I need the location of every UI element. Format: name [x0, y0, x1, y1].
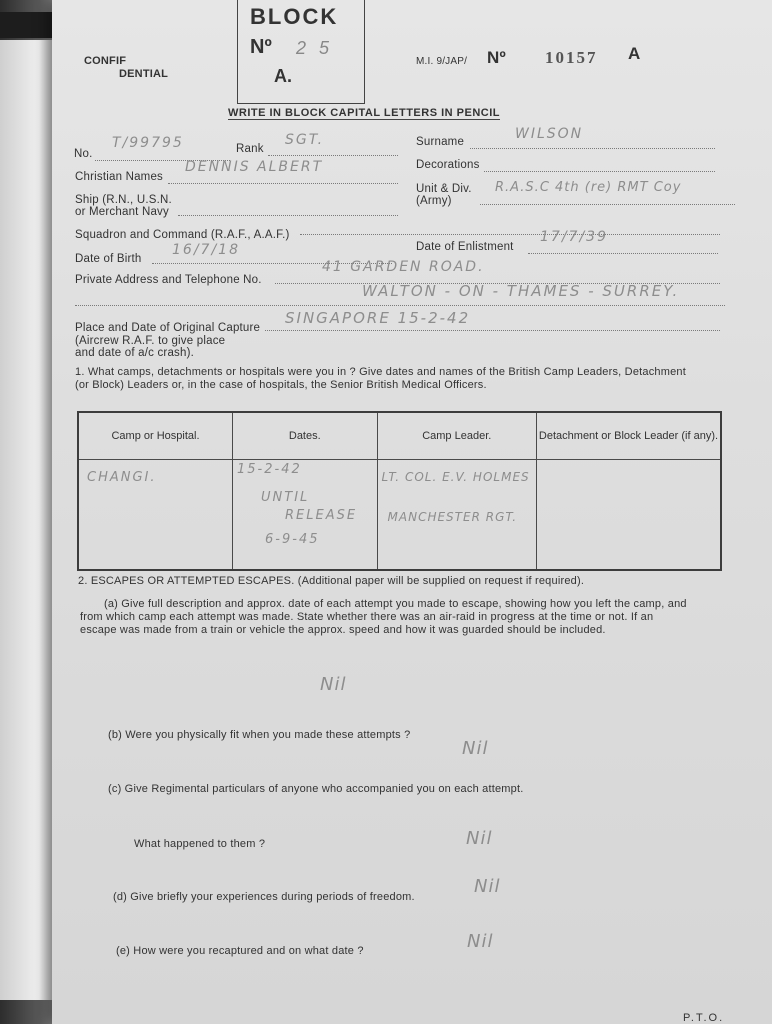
surname-line	[470, 148, 715, 149]
column-header-dates: Dates.	[233, 412, 378, 460]
leader-cell	[377, 460, 536, 571]
leader-value-1: LT. COL. E.V. HOLMES	[381, 470, 530, 484]
confidential-stamp-line1: CONFIF	[84, 55, 127, 67]
camps-table	[77, 411, 722, 571]
capture-line	[265, 330, 720, 331]
surname-value: WILSON	[515, 126, 584, 142]
question2e: (e) How were you recaptured and on what date ?	[116, 945, 364, 957]
block-label: BLOCK	[250, 4, 339, 29]
capture-label-2: (Aircrew R.A.F. to give place	[75, 335, 226, 347]
address-label: Private Address and Telephone No.	[75, 274, 262, 286]
capture-value: SINGAPORE 15-2-42	[285, 309, 471, 327]
dates-value-1: 15-2-42	[237, 462, 302, 477]
column-header-detachment: Detachment or Block Leader (if any).	[537, 412, 722, 460]
ship-label-1: Ship (R.N., U.S.N.	[75, 194, 172, 206]
leader-value-2: MANCHESTER RGT.	[387, 510, 518, 524]
squadron-line	[300, 234, 720, 235]
answer-2a: Nil	[320, 674, 347, 695]
enlistment-label: Date of Enlistment	[416, 241, 514, 253]
unit-line	[480, 204, 735, 205]
christian-names-line	[168, 183, 398, 184]
rank-label: Rank	[236, 143, 264, 155]
question1-line1: 1. What camps, detachments or hospitals were you in ? Give dates and names of the British Camp Leaders, Detachment	[75, 366, 686, 378]
column-header-leader: Camp Leader.	[377, 412, 536, 460]
question2a-line2: from which camp each attempt was made. State whether there was an air-raid in progress at the time or not. If an	[80, 611, 654, 623]
pto-footer: P.T.O.	[683, 1012, 725, 1024]
address-value-1: 41 GARDEN ROAD.	[322, 259, 485, 275]
serial-no-label: Nº	[487, 48, 506, 67]
form-reference: M.I. 9/JAP/	[416, 56, 468, 67]
capture-label-1: Place and Date of Original Capture	[75, 322, 261, 334]
dates-value-4: 6-9-45	[265, 532, 320, 547]
surname-label: Surname	[416, 136, 465, 148]
address-value-2: WALTON - ON - THAMES - SURREY.	[362, 282, 680, 300]
unit-value: R.A.S.C 4th (re) RMT Coy	[495, 180, 682, 195]
capture-label-3: and date of a/c crash).	[75, 347, 195, 359]
block-no-value: 2 5	[296, 38, 334, 58]
dates-value-3: RELEASE	[285, 508, 358, 523]
camp-value: CHANGI.	[87, 470, 157, 485]
dob-label: Date of Birth	[75, 253, 142, 265]
question2a-line1: (a) Give full description and approx. date of each attempt you made to escape, showing how you left the camp, and	[104, 598, 687, 610]
christian-names-label: Christian Names	[75, 171, 163, 183]
answer-2d: Nil	[474, 876, 501, 897]
no-label: No.	[74, 148, 93, 160]
ship-line	[178, 215, 398, 216]
dates-cell	[233, 460, 378, 571]
christian-names-value: DENNIS ALBERT	[185, 159, 324, 175]
column-header-camp: Camp or Hospital.	[78, 412, 233, 460]
enlistment-line	[528, 253, 718, 254]
answer-2b: Nil	[462, 738, 489, 759]
question2c-followup: What happened to them ?	[134, 838, 266, 850]
decorations-line	[484, 171, 715, 172]
squadron-label: Squadron and Command (R.A.F., A.A.F.)	[75, 229, 290, 241]
detachment-cell	[537, 460, 722, 571]
unit-label-2: (Army)	[416, 195, 452, 207]
ship-label-2: or Merchant Navy	[75, 206, 169, 218]
question2a-line3: escape was made from a train or vehicle the approx. speed and how it was guarded should be included.	[80, 624, 606, 636]
table-header-row	[78, 412, 721, 460]
unit-label-1: Unit & Div.	[416, 183, 472, 195]
dob-value: 16/7/18	[172, 242, 240, 258]
rank-value: SGT.	[285, 132, 325, 148]
question2d: (d) Give briefly your experiences during periods of freedom.	[113, 891, 415, 903]
address-line-2	[75, 305, 725, 306]
service-number-value: T/99795	[112, 135, 184, 151]
question2b: (b) Were you physically fit when you made these attempts ?	[108, 729, 411, 741]
question1-line2: (or Block) Leaders or, in the case of hospitals, the Senior British Medical Officers.	[75, 379, 487, 391]
confidential-stamp-line2: DENTIAL	[119, 68, 169, 80]
rank-line	[268, 155, 398, 156]
binder-edge	[0, 40, 56, 1000]
block-no-label: Nº	[250, 36, 272, 58]
dates-value-2: UNTIL	[261, 490, 310, 505]
table-row	[78, 460, 721, 571]
camp-cell	[78, 460, 233, 571]
instruction-heading: WRITE IN BLOCK CAPITAL LETTERS IN PENCIL	[228, 107, 500, 119]
answer-2e: Nil	[467, 931, 494, 952]
serial-suffix: A	[628, 44, 641, 63]
block-box	[237, 0, 365, 104]
block-letter: A.	[274, 66, 292, 86]
decorations-label: Decorations	[416, 159, 480, 171]
serial-number: 10157	[545, 48, 598, 67]
question2c: (c) Give Regimental particulars of anyone who accompanied you on each attempt.	[108, 783, 524, 795]
enlistment-value: 17/7/39	[540, 229, 608, 245]
answer-2c: Nil	[466, 828, 493, 849]
question2-heading: 2. ESCAPES OR ATTEMPTED ESCAPES. (Additional paper will be supplied on request if required).	[78, 575, 585, 587]
